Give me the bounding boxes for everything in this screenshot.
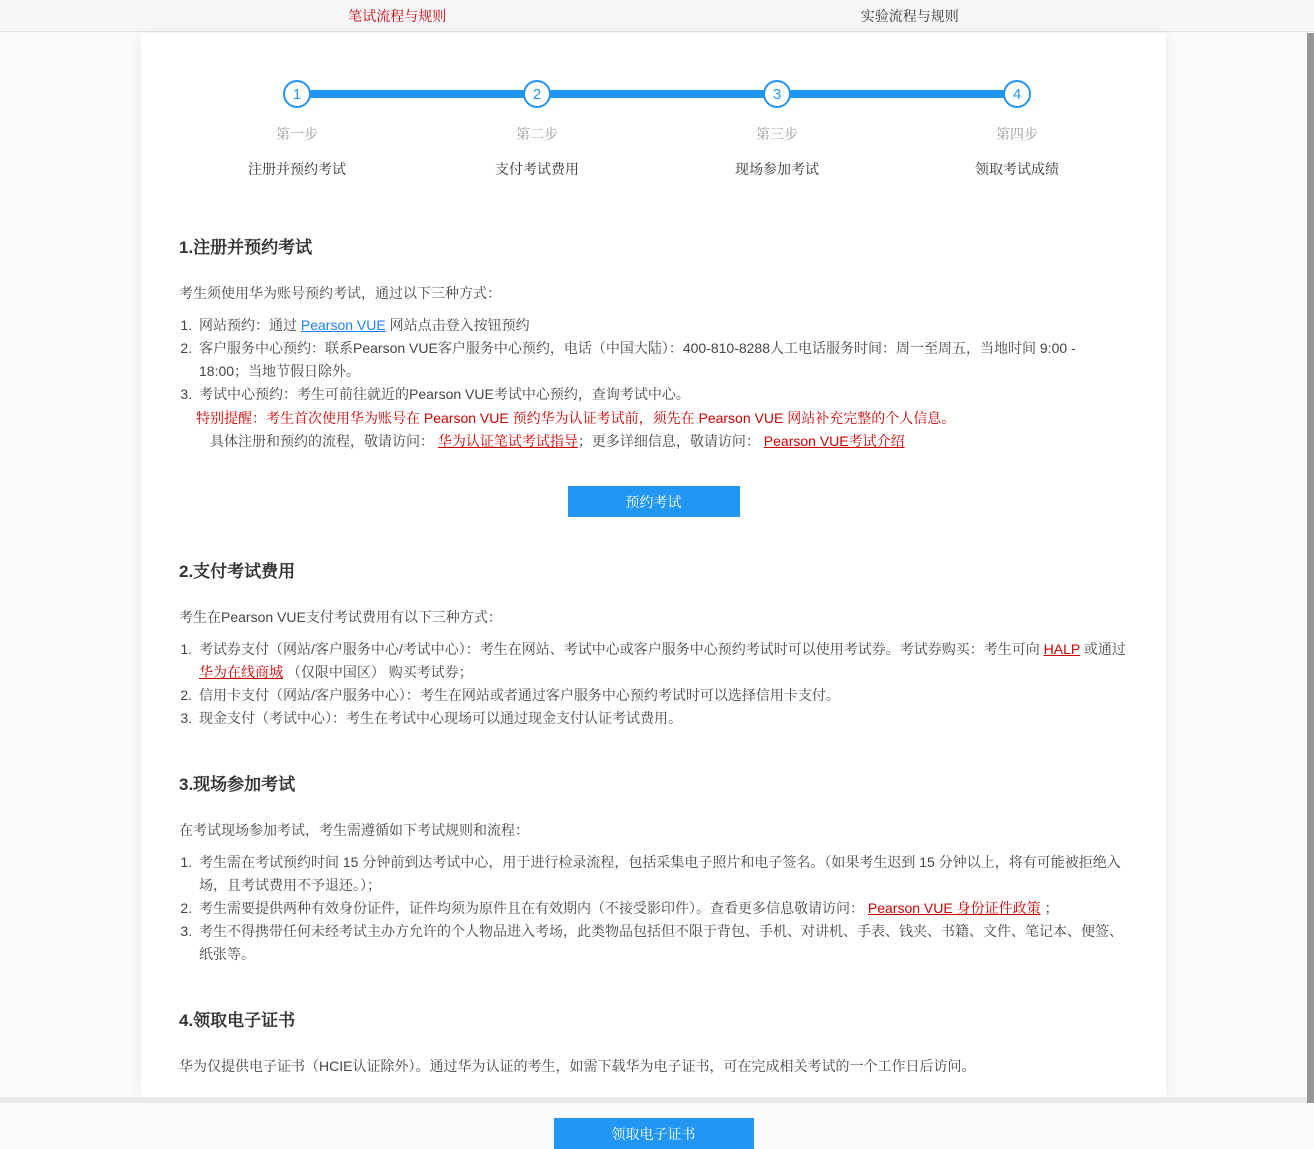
step-3-circle: 3 — [763, 80, 791, 108]
tab-bar — [0, 0, 1314, 32]
text-segment: 具体注册和预约的流程，敬请访问： — [210, 433, 438, 449]
tab-lab-exam-rules[interactable]: 实验流程与规则 — [860, 8, 959, 24]
step-1-circle: 1 — [283, 80, 311, 108]
page-content — [141, 233, 1166, 1149]
section-get-certificate — [179, 1006, 1128, 1149]
pearson-vue-link[interactable]: Pearson VUE — [300, 317, 386, 333]
text-segment: 网站点击登入按钮预约 — [385, 317, 530, 333]
step-2-circle: 2 — [523, 80, 551, 108]
tab-written-exam-rules[interactable]: 笔试流程与规则 — [348, 8, 447, 24]
text-segment: 信用卡支付（网站/客户服务中心）：考生在网站或者通过客户服务中心预约考试时可以选择信用卡支付。 — [199, 687, 840, 703]
section-3-intro: 在考试现场参加考试，考生需遵循如下考试规则和流程： — [179, 822, 529, 838]
section-2-heading: 2.支付考试费用 — [179, 562, 296, 581]
halp-link[interactable]: HALP — [1043, 641, 1080, 657]
text-segment: ；更多详细信息，敬请访问： — [577, 433, 764, 449]
step-3-label: 第三步 — [756, 126, 798, 142]
list-item — [196, 897, 1128, 920]
pearson-vue-intro-link[interactable]: Pearson VUE考试介绍 — [763, 433, 905, 449]
section-4-heading: 4.领取电子证书 — [179, 1011, 296, 1030]
text-segment: ； — [1040, 900, 1059, 916]
get-e-certificate-button[interactable]: 领取电子证书 — [554, 1118, 754, 1149]
list-item — [196, 684, 1128, 707]
list-item — [196, 920, 1128, 966]
registration-guide-text — [210, 430, 1128, 453]
text-segment: 网站预约：通过 — [199, 317, 301, 333]
text-segment: 客户服务中心预约：联系Pearson VUE客户服务中心预约，电话（中国大陆）：400-810-8288人工电话服务时间：周一至周五，当地时间 9:00 - 18:00；当地节假日除外。 — [199, 340, 1076, 379]
step-2-label: 第二步 — [516, 126, 558, 142]
section-pay-fee — [179, 557, 1128, 730]
text-segment: 考试中心预约：考生可前往就近的Pearson VUE考试中心预约，查询考试中心。 — [199, 386, 690, 402]
step-3-title: 现场参加考试 — [735, 161, 819, 177]
book-exam-button[interactable]: 预约考试 — [568, 486, 740, 517]
section-register-book — [179, 233, 1128, 517]
section-1-intro: 考生须使用华为账号预约考试，通过以下三种方式： — [179, 285, 501, 301]
list-item — [196, 314, 1128, 337]
section-3-list — [179, 851, 1128, 966]
huawei-vmall-link[interactable]: 华为在线商城 — [199, 664, 283, 680]
step-2 — [417, 80, 657, 179]
written-exam-guide-link[interactable]: 华为认证笔试考试指导 — [437, 433, 578, 449]
step-1-title: 注册并预约考试 — [248, 161, 346, 177]
text-segment: （仅限中国区） 购买考试券； — [283, 664, 473, 680]
section-4-intro: 华为仅提供电子证书（HCIE认证除外）。通过华为认证的考生，如需下载华为电子证书，可在完成相关考试的一个工作日后访问。 — [179, 1058, 976, 1074]
section-2-intro: 考生在Pearson VUE支付考试费用有以下三种方式： — [179, 609, 502, 625]
section-attend-exam — [179, 770, 1128, 966]
tab-group — [141, 0, 1166, 32]
exam-steps-progress — [141, 33, 1166, 179]
vertical-scrollbar[interactable] — [1307, 33, 1314, 1103]
text-segment: 考试券支付（网站/客户服务中心/考试中心）：考生在网站、考试中心或客户服务中心预约考试时可以使用考试券。考试券购买：考生可向 — [199, 641, 1044, 657]
list-item — [196, 337, 1128, 383]
content-card — [141, 33, 1166, 1142]
list-item — [196, 638, 1128, 684]
scrollbar-thumb[interactable] — [1307, 33, 1314, 1103]
step-1-label: 第一步 — [276, 126, 318, 142]
section-1-heading: 1.注册并预约考试 — [179, 238, 313, 257]
stepper-row — [141, 80, 1166, 179]
text-segment: 现金支付（考试中心）：考生在考试中心现场可以通过现金支付认证考试费用。 — [199, 710, 682, 726]
step-4-label: 第四步 — [996, 126, 1038, 142]
section-3-heading: 3.现场参加考试 — [179, 775, 296, 794]
step-4-title: 领取考试成绩 — [975, 161, 1059, 177]
text-segment: 考生不得携带任何未经考试主办方允许的个人物品进入考场，此类物品包括但不限于背包、手机、对讲机、手表、钱夹、书籍、文件、笔记本、便签、纸张等。 — [199, 923, 1123, 962]
step-3 — [657, 80, 897, 179]
step-1 — [177, 80, 417, 179]
list-item — [196, 707, 1128, 730]
step-4-circle: 4 — [1003, 80, 1031, 108]
list-item — [196, 851, 1128, 897]
step-2-title: 支付考试费用 — [495, 161, 579, 177]
special-reminder-text: 特别提醒：考生首次使用华为账号在 Pearson VUE 预约华为认证考试前，须先在 Pearson VUE 网站补充完整的个人信息。 — [196, 410, 956, 426]
text-segment: 考生需要提供两种有效身份证件，证件均须为原件且在有效期内（不接受影印件）。查看更多信息敬请访问： — [199, 900, 868, 916]
section-1-list — [179, 314, 1128, 406]
text-segment: 或通过 — [1080, 641, 1126, 657]
text-segment: 考生需在考试预约时间 15 分钟前到达考试中心，用于进行检录流程，包括采集电子照片和电子签名。（如果考生迟到 15 分钟以上，将有可能被拒绝入场，且考试费用不予退还。）； — [199, 854, 1121, 893]
step-4 — [897, 80, 1137, 179]
bottom-edge-strip — [0, 1097, 1307, 1103]
id-policy-link[interactable]: Pearson VUE 身份证件政策 — [867, 900, 1041, 916]
list-item — [196, 383, 1128, 406]
section-2-list — [179, 638, 1128, 730]
